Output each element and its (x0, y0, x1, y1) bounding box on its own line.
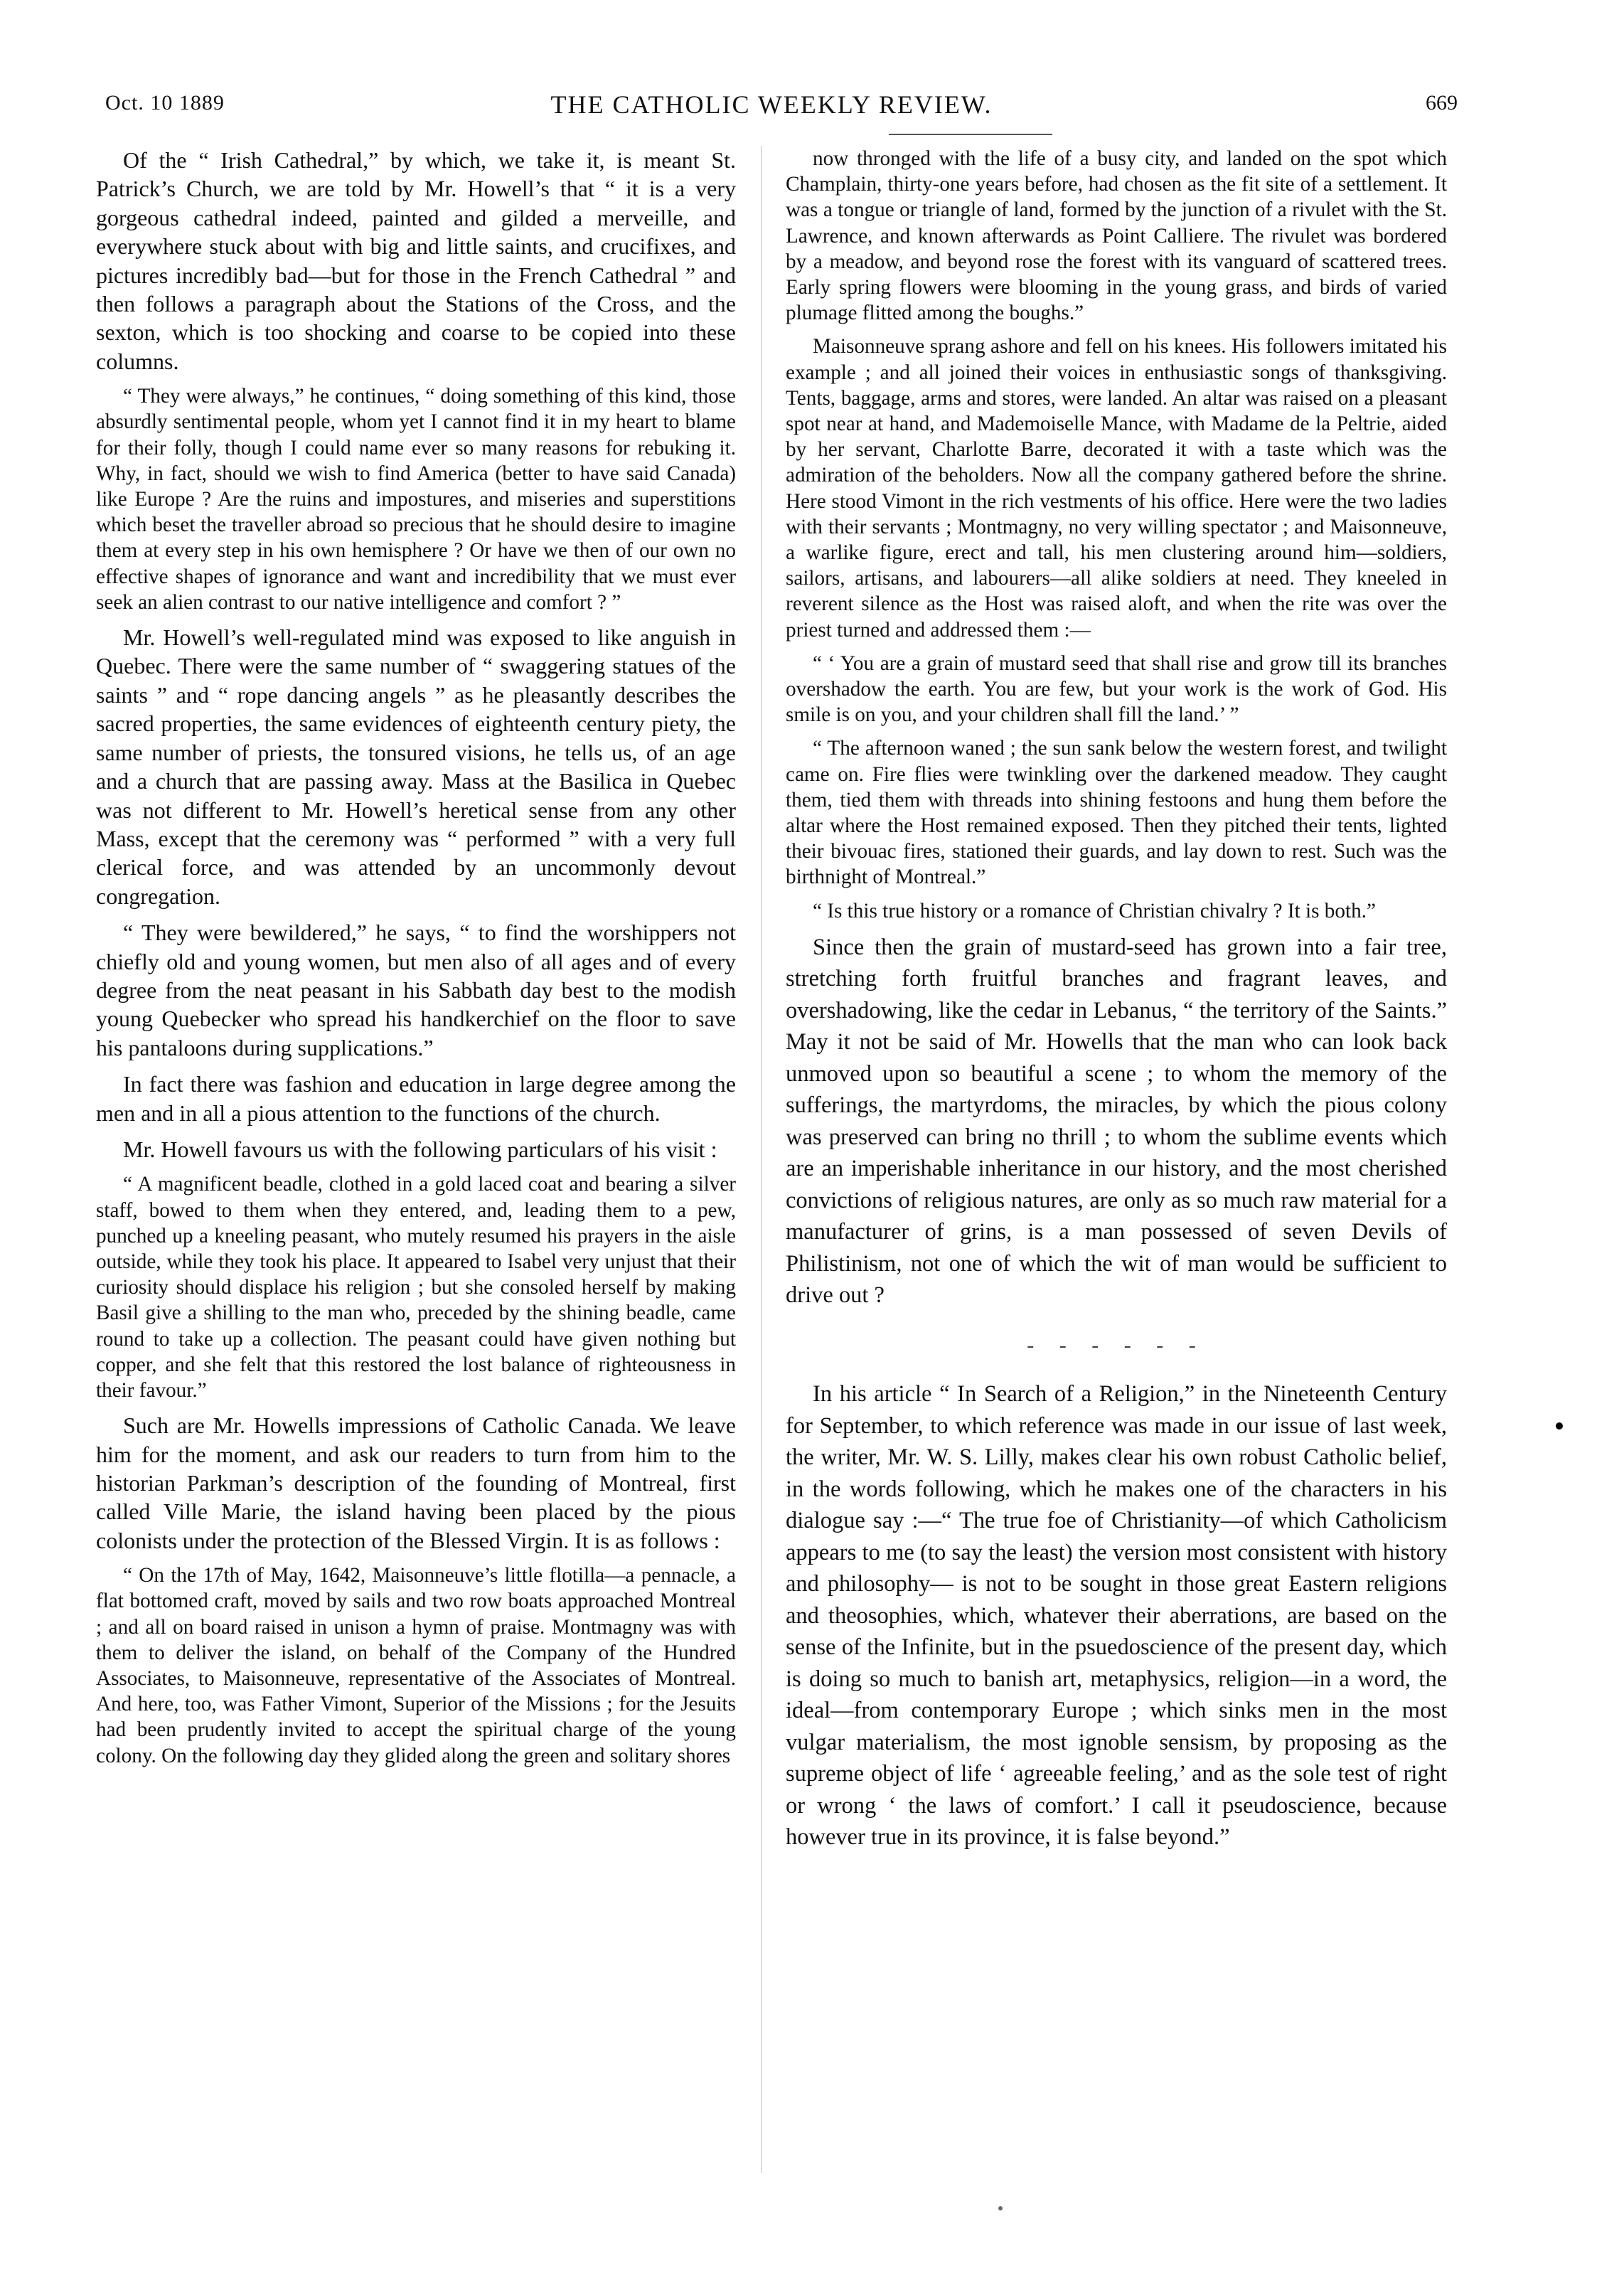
paragraph: “ A magnificent beadle, clothed in a gold laced coat and bearing a silver staff, bowed to them when they entered, and, leading them to a pew, punched up a kneeling peasant, who mutely resumed his prayers in the aisle outside, while they took his place. It appeared to Isabel very unjust that their curiosity should displace his religion ; but she consoled herself by making Basil give a shilling to the man who, preceded by the shining beadle, came round to take up a collection. The peasant could have given nothing but copper, and she felt that this restored the lost balance of righteousness in their favour.” (96, 1173, 736, 1403)
paragraph: Maisonneuve sprang ashore and fell on his knees. His followers imitated his example ; and all joined their voices in enthusiastic songs of thanksgiving. Tents, baggage, arms and stores, were landed. An altar was raised on a pleasant spot near at hand, and Mademoiselle Mance, with Madame de la Peltrie, aided by her servant, Charlotte Barre, decorated it with a taste which was the admiration of the beholders. Now all the company gathered before the shrine. Here stood Vimont in the rich vestments of his office. Here were the two ladies with their servants ; Montmagny, no very willing spectator ; and Maisonneuve, a warlike figure, erect and tall, his men clustering around him—soldiers, sailors, artisans, and labourers—all alike soldiers at need. They kneeled in reverent silence as the Host was raised aloft, and when the rite was over the priest turned and addressed them :— (786, 335, 1447, 642)
paragraph: “ The afternoon waned ; the sun sank below the western forest, and twilight came on. Fire flies were twinkling over the darkened meadow. They caught them, tied them with threads into shining festoons and hung them before the altar where the Host remained exposed. Then they pitched their tents, lighted their bivouac fires, stationed their guards, and lay down to rest. Such was the birthnight of Montreal.” (786, 737, 1447, 889)
paragraph: “ ‘ You are a grain of mustard seed that shall rise and grow till its branches overshadow the earth. You are few, but your work is the work of God. His smile is on you, and your children shall fill the land.’ ” (786, 651, 1447, 727)
section-separator: - - - - - - (1027, 1333, 1206, 1357)
paragraph: “ Is this true history or a romance of Christian chivalry ? It is both.” (813, 899, 1376, 922)
paragraph: now thronged with the life of a busy city, and landed on the spot which Champlain, thirty-one years before, had chosen as the fit site of a settlement. It was a tongue or triangle of land, formed by the junction of a rivulet with the St. Lawrence, and known afterwards as Point Calliere. The rivulet was bordered by a meadow, and beyond rose the forest with its vanguard of scattered trees. Early spring flowers were blooming in the young grass, and birds of varied plumage flitted among the boughs.” (786, 147, 1447, 325)
page-header (85, 85, 1458, 128)
paragraph: In fact there was fashion and education in large degree among the men and in all a pious attention to the functions of the church. (96, 1071, 736, 1126)
paragraph: “ On the 17th of May, 1642, Maisonneuve’s little flotilla—a pennacle, a flat bottomed craft, moved by sails and two row boats approached Montreal ; and all on board raised in unison a hymn of praise. Montmagny was with them to deliver the island, on behalf of the Company of the Hundred Associates, to Maisonneuve, representative of the Associates of Montreal. And here, too, was Father Vimont, Superior of the Missions ; for the Jesuits had been prudently invited to accept the spiritual charge of the young colony. On the following day they glided along the green and solitary shores (96, 1564, 736, 1767)
footer-mark (998, 2206, 1003, 2210)
header-title: THE CATHOLIC WEEKLY REVIEW. (550, 90, 993, 119)
paragraph: Of the “ Irish Cathedral,” by which, we take it, is meant St. Patrick’s Church, we are told by Mr. Howell’s that “ it is a very gorgeous cathedral indeed, painted and gilded a merveille, and everywhere stuck about with big and little saints, and crucifixes, and pictures incredibly bad—but for those in the French Cathedral ” and then follows a paragraph about the Stations of the Cross, and the sexton, which is too shocking and coarse to be copied into these columns. (96, 147, 736, 374)
paragraph: “ They were bewildered,” he says, “ to find the worshippers not chiefly old and young women, but men also of all ages and of every degree from the neat peasant in his Sabbath day best to the modish young Quebecker who spread his handkerchief on the floor to save his pantaloons during supplications.” (96, 920, 736, 1060)
paragraph: Since then the grain of mustard-seed has grown into a fair tree, stretching forth fruitful branches and fragrant leaves, and overshadowing, like the cedar in Lebanus, “ the territory of the Saints.” May it not be said of Mr. Howells that the man who can look back unmoved upon so beautiful a scene ; to whom the memory of the sufferings, the martyrdoms, the miracles, by which the pious colony was preserved can bring no thrill ; to whom the sublime events which are an imperishable inheritance in our history, and the most cherished convictions of religious natures, are only as so much raw material for a manufacturer of grins, is a man possessed of seven Devils of Philistinism, not one of which the wit of man would be sufficient to drive out ? (786, 934, 1447, 1309)
paragraph: Mr. Howell favours us with the following particulars of his visit : (123, 1136, 717, 1162)
margin-mark (1556, 1422, 1563, 1430)
left-column (96, 146, 736, 1777)
header-date: Oct. 10 1889 (105, 91, 225, 115)
column-divider (761, 146, 762, 2173)
paragraph: “ They were always,” he continues, “ doing something of this kind, those absurdly sentimental people, whom yet I cannot find it in my heart to blame for their folly, though I could name ever so many reasons for rebuking it. Why, in fact, should we wish to find America (better to have said Canada) like Europe ? Are the ruins and impostures, and miseries and superstitions which beset the traveller abroad so precious that he should desire to imagine them at every step in his own hemisphere ? Or have we then of our own no effective shapes of ignorance and want and incredibility that we must ever seek an alien contrast to our native intelligence and comfort ? ” (96, 385, 736, 614)
right-column (786, 146, 1447, 1861)
paragraph: Mr. Howell’s well-regulated mind was exposed to like anguish in Quebec. There were the same number of “ swaggering statues of the saints ” and “ rope dancing angels ” as he pleasantly describes the sacred properties, the same evidences of eighteenth century piety, the same number of priests, the tonsured visions, he tells us, of an age and a church that are passing away. Mass at the Basilica in Quebec was not different to Mr. Howell’s heretical sense from any other Mass, except that the ceremony was “ performed ” with a very full clerical force, and was attended by an uncommonly devout congregation. (96, 624, 736, 909)
header-rule (889, 134, 1052, 135)
paragraph: Such are Mr. Howells impressions of Catholic Canada. We leave him for the moment, and ask our readers to turn from him to the historian Parkman’s description of the founding of Montreal, first called Ville Marie, the island having been placed by the pious colonists under the protection of the Blessed Virgin. It is as follows : (96, 1412, 736, 1553)
header-page-number: 669 (1426, 91, 1458, 115)
paragraph: In his article “ In Search of a Religion,” in the Nineteenth Century for September, to which reference was made in our issue of last week, the writer, Mr. W. S. Lilly, makes clear his own robust Catholic belief, in the words following, which he makes one of the characters in his dialogue say :—“ The true foe of Christianity—of which Catholicism appears to me (to say the least) the version most consistent with history and philosophy— is not to be sought in those great Eastern religions and theosophies, which, whatever their aberrations, are based on the sense of the Infinite, but in the psuedoscience of the present day, which is doing so much to banish art, metaphysics, religion—in a word, the ideal—from contemporary Europe ; which sinks men in the most vulgar materialism, the most ignoble sensism, by proposing as the supreme object of life ‘ agreeable feeling,’ and as the sole test of right or wrong ‘ the laws of comfort.’ I call it pseudoscience, because however true in its province, it is false beyond.” (786, 1381, 1447, 1851)
